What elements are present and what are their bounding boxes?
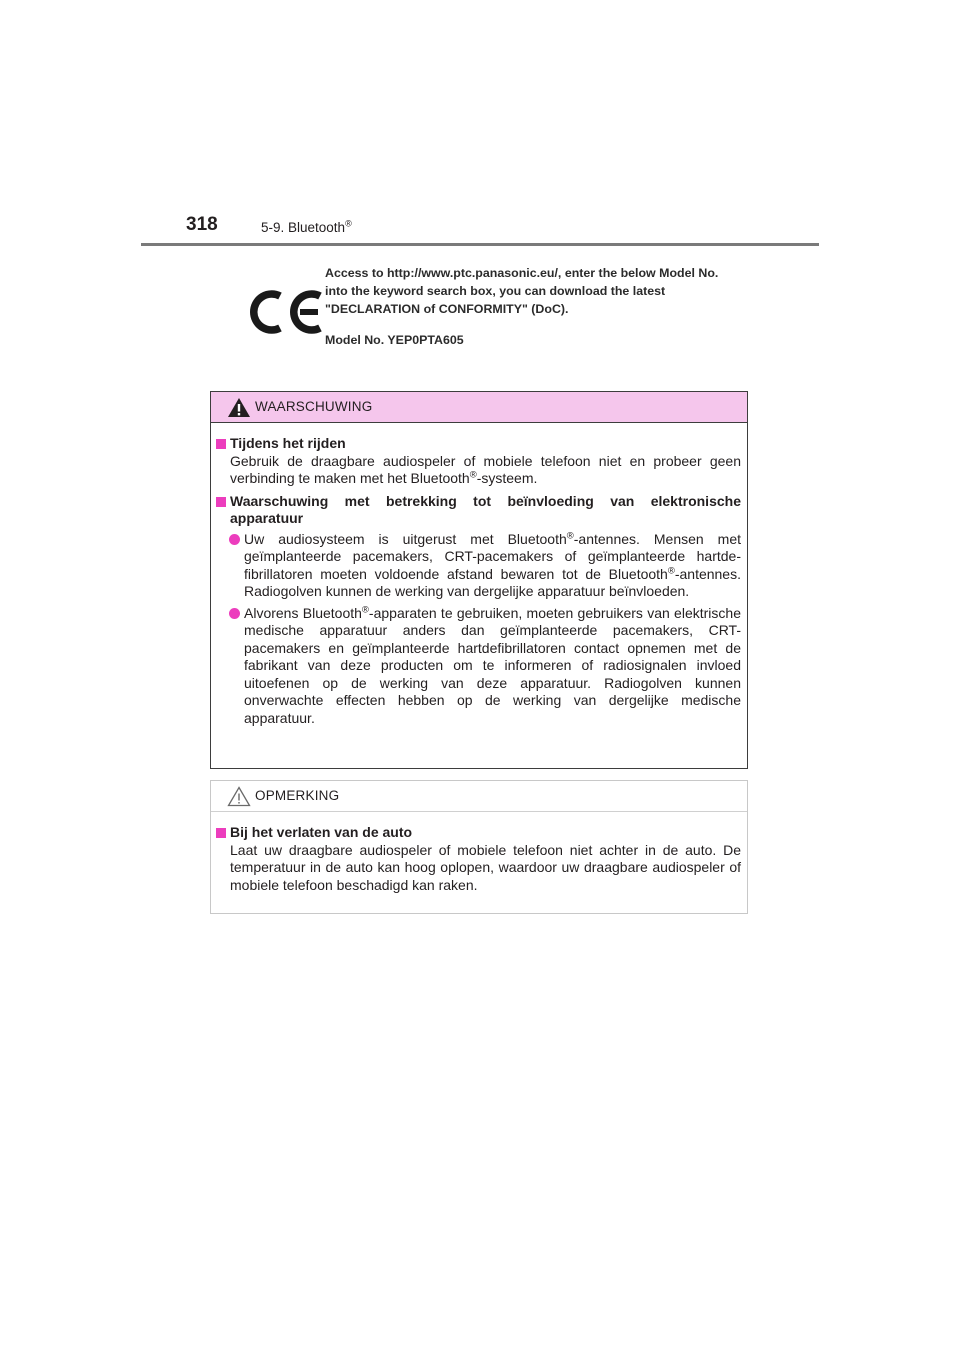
round-bullet-icon xyxy=(229,534,240,545)
bullet-text: -antennes. Radiogolven kunnen de werking van dergelijke apparatuur beïnvloeden. xyxy=(244,565,741,599)
registered-mark: ® xyxy=(667,564,675,576)
registered-mark: ® xyxy=(345,218,352,229)
bullet-text: Uw audiosysteem is uitgerust met Bluetooth xyxy=(244,530,567,547)
warning-heading-driving xyxy=(216,435,741,453)
ce-label-image xyxy=(228,258,734,374)
note-body xyxy=(211,812,747,894)
note-text: Laat uw draagbare audiospeler of mobiele telefoon niet achter in de auto. De temperatuur in de auto kan hoog oplopen, waardoor uw draagbare audiospeler of mobiele telefoon beschadigd kan raken. xyxy=(230,841,741,893)
warning-label: WAARSCHUWING xyxy=(255,399,373,414)
warning-box xyxy=(210,391,748,769)
square-bullet-icon xyxy=(216,497,226,507)
paragraph-text: Gebruik de draagbare audiospeler of mobiele telefoon niet en probeer geen verbinding te maken met het Bluetooth xyxy=(230,452,741,486)
note-label: OPMERKING xyxy=(255,788,340,803)
warning-triangle-icon xyxy=(227,397,251,418)
ce-model-number: Model No. YEP0PTA605 xyxy=(325,333,464,347)
bullet-item xyxy=(216,605,741,728)
warning-text-driving xyxy=(216,453,741,488)
round-bullet-icon xyxy=(229,608,240,619)
bullet-text: -apparaten te gebruiken, moeten gebruikers van elektrische medische apparatuur anders dan geïmplanteerde pacemakers, CRT-pacemakers en geïmplanteerde hartdefibrillatoren contact opnemen met de fabrikant van deze producten om te informeren of radiosignalen invloed uitoefenen op de werking van deze apparatuur. Radiogolven kunnen onverwachte effecten hebben op de werking van dergelijke medische apparatuur. xyxy=(244,604,741,726)
registered-mark: ® xyxy=(469,469,477,481)
page-number: 318 xyxy=(186,214,218,235)
warning-header xyxy=(211,392,747,423)
paragraph-text: -systeem. xyxy=(476,470,538,486)
bullet-item xyxy=(216,531,741,601)
square-bullet-icon xyxy=(216,828,226,838)
bullet-text: -antennes. Mensen met geïmplanteerde pacemakers, CRT-pacemakers of geïmplanteerde hartdefibrillatoren moeten voldoende afstand bewaren tot de Bluetooth xyxy=(244,530,741,582)
section-title xyxy=(261,220,352,235)
header-rule xyxy=(141,243,819,246)
note-box xyxy=(210,780,748,914)
note-header xyxy=(211,781,747,812)
heading-text: Tijdens het rijden xyxy=(230,435,346,451)
heading-text: Waarschuwing met betrekking tot beïnvloeding van elektronische apparatuur xyxy=(230,492,741,526)
warning-body xyxy=(211,423,747,727)
heading-text: Bij het verlaten van de auto xyxy=(230,824,413,840)
caution-outline-triangle-icon xyxy=(227,786,251,807)
note-heading xyxy=(216,824,741,842)
bullet-text: Alvorens Bluetooth xyxy=(244,604,362,621)
ce-mark-logo xyxy=(242,288,326,336)
section-title-text: 5-9. Bluetooth xyxy=(261,220,346,235)
warning-heading-electronics xyxy=(216,493,741,528)
square-bullet-icon xyxy=(216,439,226,449)
registered-mark: ® xyxy=(361,603,369,615)
registered-mark: ® xyxy=(566,529,574,541)
ce-access-text: Access to http://www.ptc.panasonic.eu/, enter the below Model No. into the keyword search box, you can download the latest "DECLARATION of CONFORMITY" (DoC). xyxy=(325,266,719,316)
